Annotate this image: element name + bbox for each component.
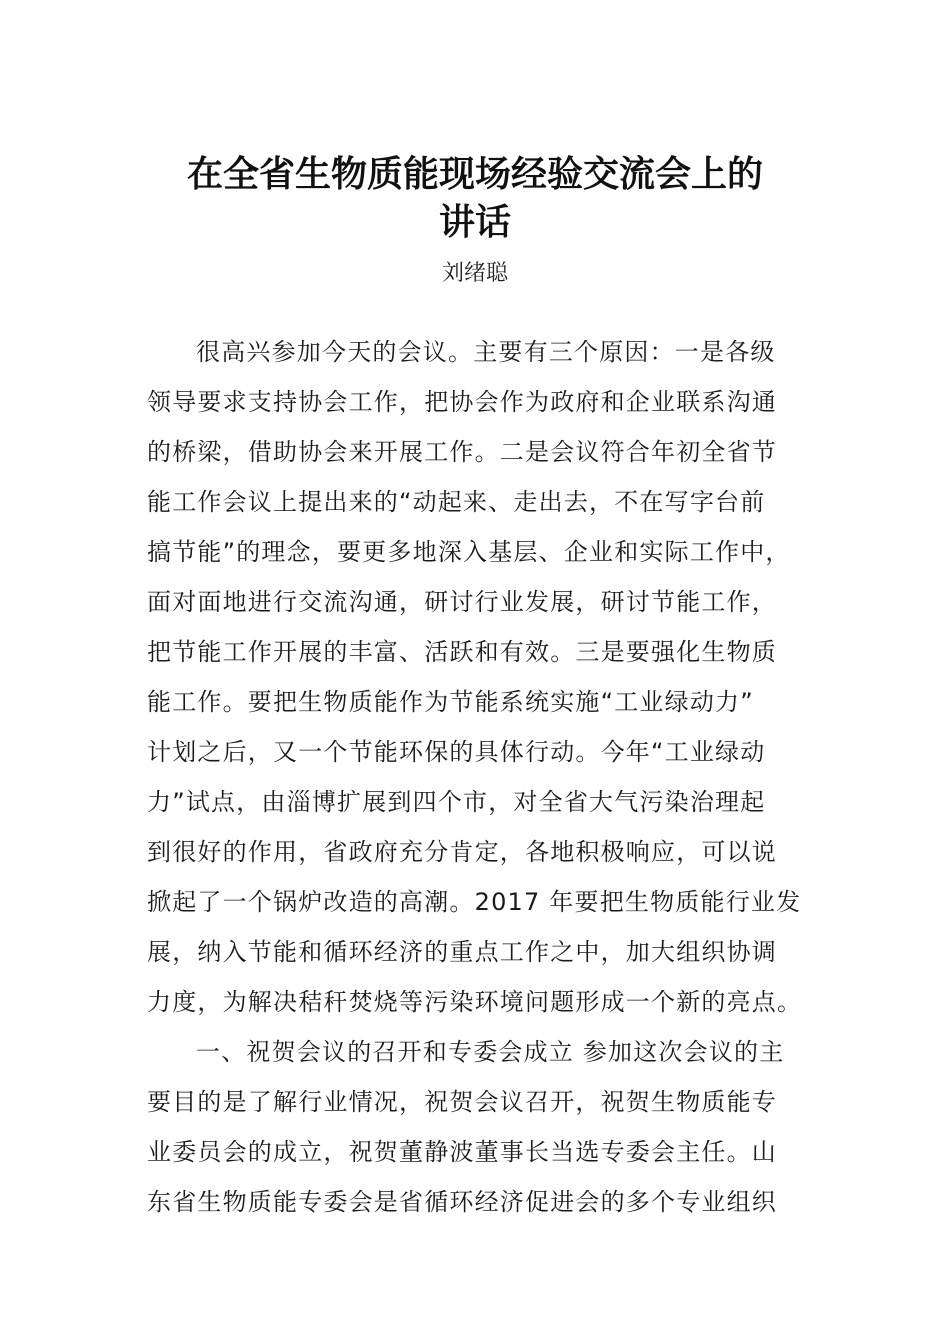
body-line: 力”试点，由淄博扩展到四个市，对全省大气污染治理起 xyxy=(147,788,766,816)
body-line: 到很好的作用，省政府充分肯定，各地积极响应，可以说 xyxy=(147,838,777,866)
body-line: 力度，为解决秸秆焚烧等污染环境问题形成一个新的亮点。 xyxy=(147,988,803,1016)
body-line: 能工作。要把生物质能作为节能系统实施“工业绿动力” xyxy=(147,688,754,716)
body-line: 的桥梁，借助协会来开展工作。二是会议符合年初全省节 xyxy=(147,438,777,466)
document-title-line-2: 讲话 xyxy=(438,201,511,243)
section-heading-line: 一、祝贺会议的召开和专委会成立 参加这次会议的主 xyxy=(196,1038,785,1066)
body-line: 面对面地进行交流沟通，研讨行业发展，研讨节能工作， xyxy=(147,588,777,616)
body-line: 东省生物质能专委会是省循环经济促进会的多个专业组织 xyxy=(147,1188,777,1216)
body-line: 搞节能”的理念，要更多地深入基层、企业和实际工作中， xyxy=(147,538,791,566)
document-title-line-1: 在全省生物质能现场经验交流会上的 xyxy=(186,153,763,195)
body-line: 计划之后，又一个节能环保的具体行动。今年“工业绿动 xyxy=(147,738,766,766)
body-line: 能工作会议上提出来的“动起来、走出去，不在写字台前 xyxy=(147,488,766,516)
body-line: 领导要求支持协会工作，把协会作为政府和企业联系沟通 xyxy=(147,388,777,416)
body-line: 很高兴参加今天的会议。主要有三个原因：一是各级 xyxy=(196,338,776,366)
body-line: 把节能工作开展的丰富、活跃和有效。三是要强化生物质 xyxy=(147,638,777,666)
body-line: 掀起了一个锅炉改造的高潮。2017 年要把生物质能行业发 xyxy=(147,888,802,916)
author-name: 刘绪聪 xyxy=(441,261,508,286)
body-line: 展，纳入节能和循环经济的重点工作之中，加大组织协调 xyxy=(147,938,777,966)
body-line: 要目的是了解行业情况，祝贺会议召开，祝贺生物质能专 xyxy=(147,1088,777,1116)
body-line: 业委员会的成立，祝贺董静波董事长当选专委会主任。山 xyxy=(147,1138,777,1166)
